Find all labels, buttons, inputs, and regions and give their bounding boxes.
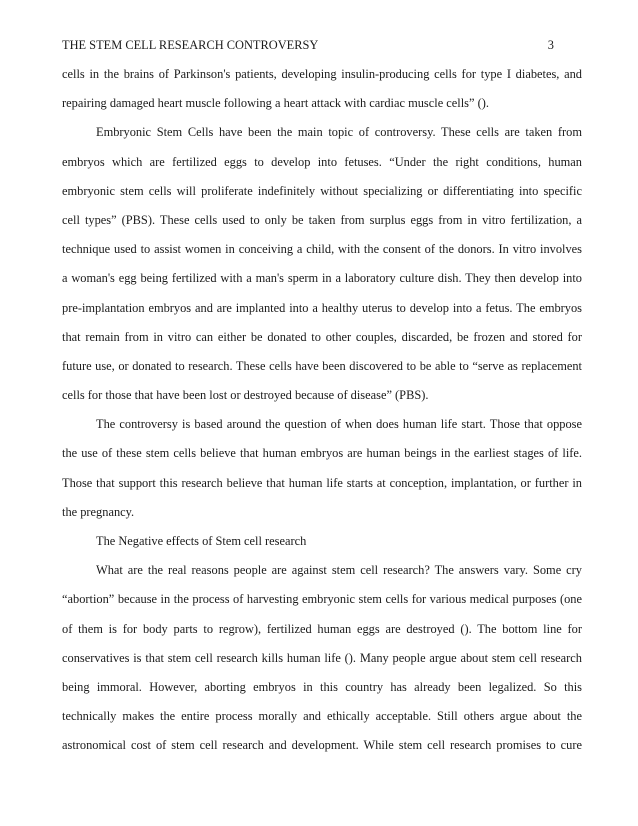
text-line: the pregnancy. [62,504,135,519]
text-line: future use, or donated to research. These cells have been discovered to be able to “serve as replacement [62,358,582,373]
text-line: pre-implantation embryos and are implanted into a healthy uterus to develop into a fetus. The embryos [62,300,582,315]
text-line: embryos which are fertilized eggs to develop into fetuses. “Under the right conditions, human [62,154,582,169]
text-line: of them is for body parts to regrow), fertilized human eggs are destroyed (). The bottom line for [62,621,582,636]
text-line: that remain from in vitro can either be donated to other couples, discarded, be frozen and stored for [62,329,582,344]
text-line: What are the real reasons people are against stem cell research? The answers vary. Some cry [96,563,582,578]
running-title: THE STEM CELL RESEARCH CONTROVERSY [62,38,319,52]
running-head [62,37,554,53]
page-number: 3 [547,38,554,52]
text-line: embryonic stem cells will proliferate indefinitely without specializing or differentiating into specific [62,183,582,198]
section-heading: The Negative effects of Stem cell research [96,534,307,548]
text-line: “abortion” because in the process of harvesting embryonic stem cells for various medical purposes (one [62,592,582,607]
text-line: cells in the brains of Parkinson's patients, developing insulin-producing cells for type I diabetes, and [62,67,582,81]
text-line: a woman's egg being fertilized with a man's sperm in a laboratory culture dish. They then develop into [62,271,582,286]
text-line: repairing damaged heart muscle following a heart attack with cardiac muscle cells” (). [62,96,489,111]
text-line: technique used to assist women in conceiving a child, with the consent of the donors. In vitro involves [62,242,582,257]
text-line: conservatives is that stem cell research kills human life (). Many people argue about stem cell research [62,650,582,665]
text-line: cell types” (PBS). These cells used to only be taken from surplus eggs from in vitro fertilization, a [62,212,582,227]
text-line: the use of these stem cells believe that human embryos are human beings in the earliest stages of life. [62,446,582,461]
text-line: The controversy is based around the question of when does human life start. Those that oppose [96,417,582,432]
body-text [62,66,582,767]
text-line: technically makes the entire process morally and ethically acceptable. Still others argue about the [62,709,582,724]
text-line: Those that support this research believe that human life starts at conception, implantation, or further in [62,475,582,490]
text-line: Embryonic Stem Cells have been the main topic of controversy. These cells are taken from [96,125,582,140]
text-line: astronomical cost of stem cell research and development. While stem cell research promises to cure [62,738,582,753]
text-line: cells for those that have been lost or destroyed because of disease” (PBS). [62,388,429,403]
text-line: being immoral. However, aborting embryos in this country has already been legalized. So this [62,679,582,694]
